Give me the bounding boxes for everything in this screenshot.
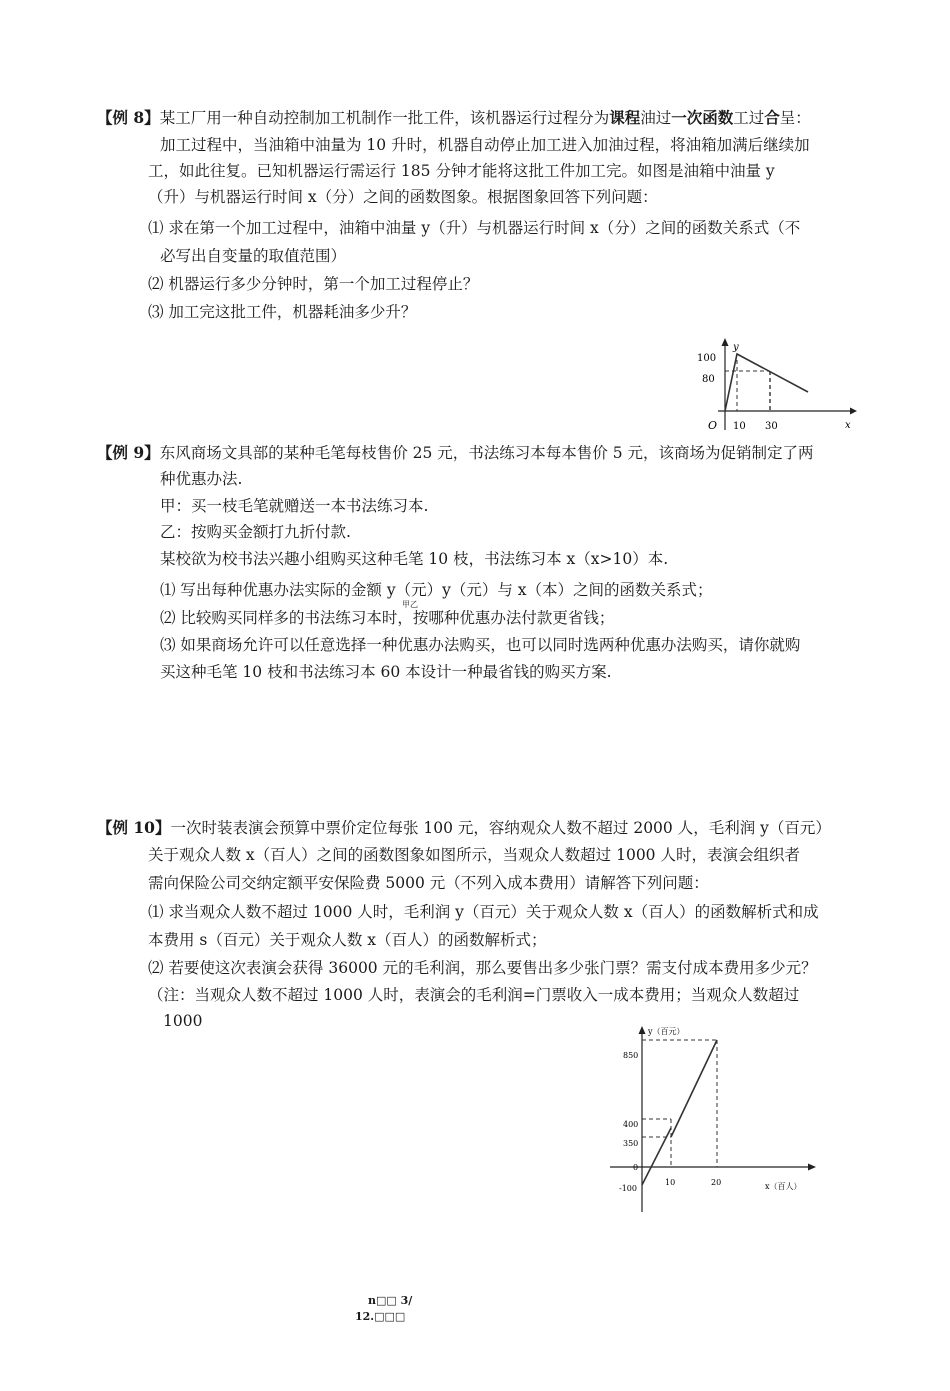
ex8-y-label: y: [733, 342, 739, 353]
ex8-question-1b: 必写出自变量的取值范围）: [160, 247, 347, 265]
ex8-line1: 【例 8】某工厂用一种自动控制加工机制作一批工件，该机器运行过程分为课程油过一次函数工过合呈：: [97, 108, 811, 127]
ex10-tag: 【例 10】: [97, 818, 171, 837]
ex8-line3: 工，如此往复。已知机器运行需运行 185 分钟才能将这批工件加工完。如图是油箱中油量 y: [148, 162, 775, 180]
ex10-note: （注：当观众人数不超过 1000 人时，表演会的毛利润=门票收入一成本费用；当观众人数超过: [148, 986, 800, 1004]
ex8-y-arrow: [722, 338, 729, 346]
ex8-origin-label: O: [708, 419, 718, 432]
ex8-x-tick-30: 30: [765, 421, 778, 432]
ex10-y-tick-850: 850: [623, 1051, 639, 1060]
ex8-y-tick-80: 80: [702, 374, 715, 385]
ex8-line4: （升）与机器运行时间 x（分）之间的函数图象。根据图象回答下列问题：: [148, 188, 658, 206]
ex9-line3: 某校欲为校书法兴趣小组购买这种毛笔 10 枝，书法练习本 x（x>10）本.: [160, 550, 669, 568]
ex8-graph: [690, 330, 860, 435]
page-footer-line1: n□□ 3/: [368, 1294, 413, 1307]
ex10-y-tick-minus100: -100: [619, 1184, 637, 1193]
page-footer-line2: 12.□□□: [355, 1310, 406, 1323]
ex9-question-3b: 买这种毛笔 10 枝和书法练习本 60 本设计一种最省钱的购买方案.: [160, 663, 612, 681]
ex9-tag: 【例 9】: [97, 443, 160, 462]
ex8-x-arrow: [850, 408, 857, 415]
ex8-question-2: ⑵ 机器运行多少分钟时，第一个加工过程停止？: [148, 275, 479, 293]
ex8-question-1a: ⑴ 求在第一个加工过程中，油箱中油量 y（升）与机器运行时间 x（分）之间的函数关系式（不: [148, 219, 801, 237]
ex10-line1: 【例 10】一次时装表演会预算中票价定位每张 100 元，容纳观众人数不超过 2000 人，毛利润 y（百元）: [97, 818, 831, 837]
ex10-y-label: y（百元）: [648, 1027, 685, 1036]
ex8-x-label: x: [845, 420, 851, 431]
ex10-x-arrow: [808, 1164, 816, 1171]
ex10-x-tick-10: 10: [665, 1178, 676, 1187]
ex10-question-2: ⑵ 若要使这次表演会获得 36000 元的毛利润，那么要售出多少张门票？需支付成本费用多少元？: [148, 959, 817, 977]
ex10-question-1a: ⑴ 求当观众人数不超过 1000 人时，毛利润 y（百元）关于观众人数 x（百人）的函数解析式和成: [148, 903, 819, 921]
ex9-question-1: ⑴ 写出每种优惠办法实际的金额 y（元）y（元）与 x（本）之间的函数关系式；: [160, 581, 713, 599]
ex8-line2: 加工过程中，当油箱中油量为 10 升时，机器自动停止加工进入加油过程，将油箱加满后继续加: [160, 136, 810, 154]
ex9-question-3a: ⑶ 如果商场允许可以任意选择一种优惠办法购买，也可以同时选两种优惠办法购买，请你就购: [160, 636, 801, 654]
ex10-question-1b: 本费用 s（百元）关于观众人数 x（百人）的函数解析式；: [148, 931, 547, 949]
ex10-line2: 关于观众人数 x（百人）之间的函数图象如图所示，当观众人数超过 1000 人时，表演会组织者: [148, 846, 800, 864]
ex9-option-a: 甲：买一枝毛笔就赠送一本书法练习本.: [160, 497, 429, 515]
ex10-x-label: x（百人）: [765, 1182, 802, 1191]
ex9-question-1-subscript: 甲乙: [402, 600, 418, 609]
ex10-y-tick-400: 400: [623, 1120, 639, 1129]
ex10-line3: 需向保险公司交纳定额平安保险费 5000 元（不列入成本费用）请解答下列问题：: [148, 874, 709, 892]
ex8-question-3: ⑶ 加工完这批工件，机器耗油多少升？: [148, 303, 417, 321]
ex9-question-2: ⑵ 比较购买同样多的书法练习本时，按哪种优惠办法付款更省钱；: [160, 609, 615, 627]
ex8-x-tick-10: 10: [733, 421, 746, 432]
ex10-graph: [605, 1022, 820, 1217]
ex9-option-b: 乙：按购买金额打九折付款.: [160, 523, 351, 541]
ex10-note-continued: 1000: [163, 1012, 203, 1030]
ex10-y-tick-350: 350: [623, 1139, 639, 1148]
ex9-line2: 种优惠办法.: [160, 470, 243, 488]
ex10-segment-2: [671, 1040, 717, 1137]
ex8-y-tick-100: 100: [697, 353, 717, 364]
ex10-x-tick-20: 20: [711, 1178, 722, 1187]
ex10-y-tick-0: 0: [633, 1163, 639, 1172]
ex10-y-arrow: [639, 1026, 646, 1034]
ex8-tag: 【例 8】: [97, 108, 160, 127]
ex9-line1: 【例 9】东风商场文具部的某种毛笔每枝售价 25 元，书法练习本每本售价 5 元，该商场为促销制定了两: [97, 443, 814, 462]
